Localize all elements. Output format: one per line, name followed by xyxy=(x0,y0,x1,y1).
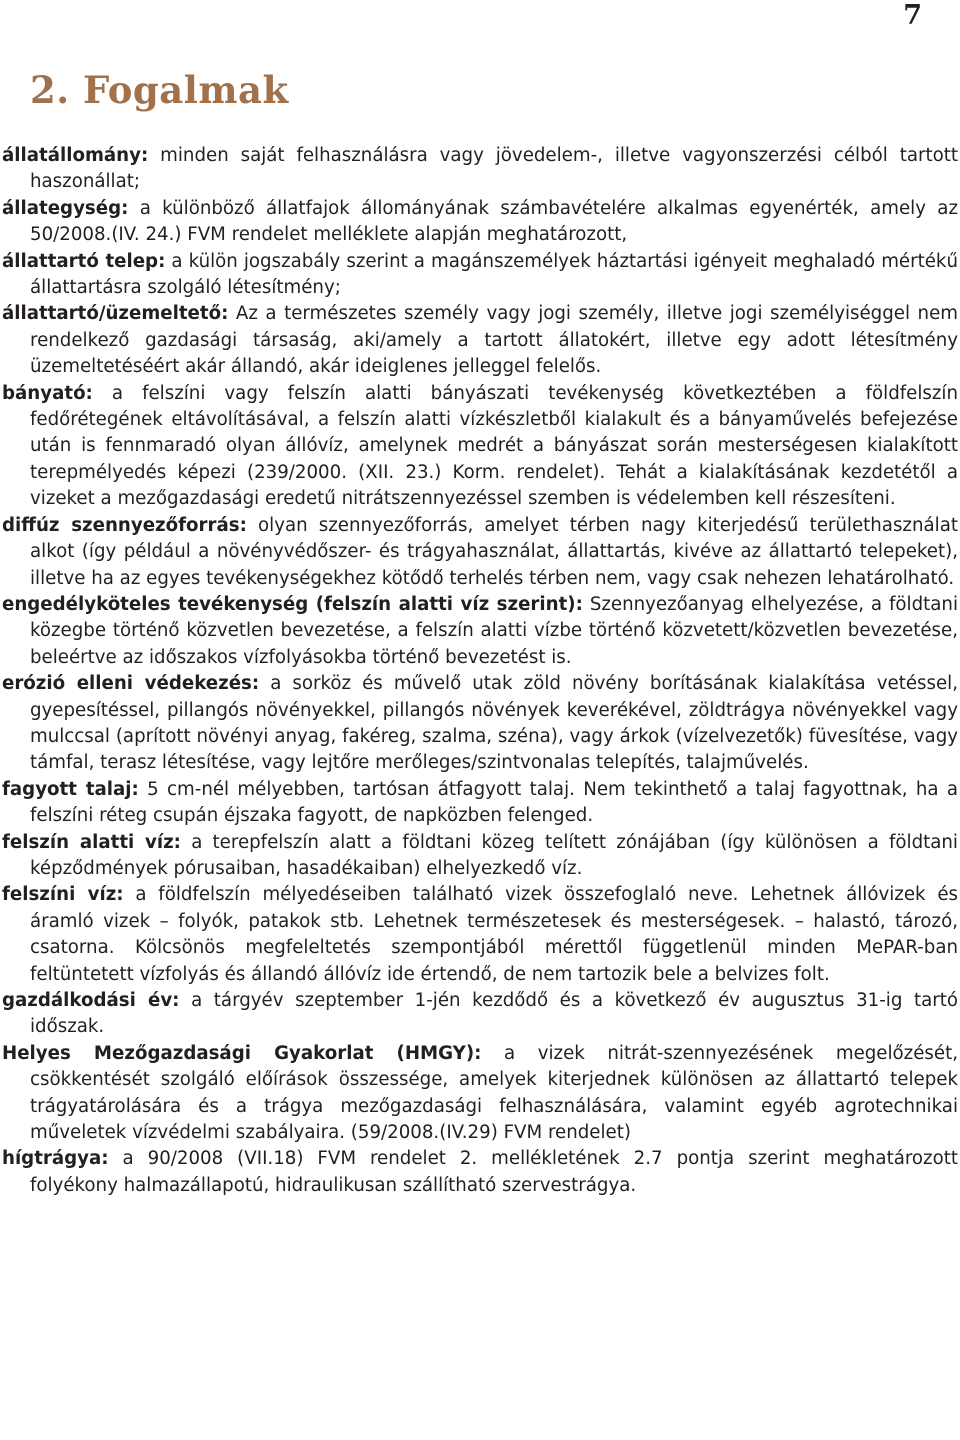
definition-entry xyxy=(2,513,958,592)
definition-entry xyxy=(2,196,958,249)
definition-term: diffúz szennyezőforrás: xyxy=(2,514,247,536)
definition-entry xyxy=(2,830,958,883)
definition-term: állattartó/üzemeltető: xyxy=(2,303,229,325)
definition-entry xyxy=(2,381,958,513)
definition-text: a sorköz és művelő utak zöld növény borításának kialakítása vetéssel, gyepesítéssel, pillangós növényekkel, pillangós növények keverékével, zöldtrágya növényekkel vagy mulccsal (aprított növényi anyag, fakéreg, szalma, széna), vagy árkok (vízelvezetők) füvesítése, vagy támfal, terasz létesítése, vagy lejtőre merőleges/szintvonalas telepítés, talajművelés. xyxy=(30,673,958,774)
definition-term: hígtrágya: xyxy=(2,1148,109,1170)
definition-text: 5 cm-nél mélyebben, tartósan átfagyott talaj. Nem tekinthető a talaj fagyottnak, ha a felszíni réteg csupán éjszaka fagyott, de napközben felenged. xyxy=(30,778,958,827)
definition-text: minden saját felhasználásra vagy jövedelem-, illetve vagyonszerzési célból tartott haszonállat; xyxy=(30,145,958,193)
definition-text: a tárgyév szeptember 1-jén kezdődő és a következő év augusztus 31-ig tartó időszak. xyxy=(30,990,958,1038)
definition-text: a különböző állatfajok állományának számbavételére alkalmas egyenérték, amely az 50/2008.(IV. 24.) FVM rendelet melléklete alapján meghatározott, xyxy=(30,197,958,246)
section-title: 2. Fogalmak xyxy=(30,68,289,112)
definition-term: engedélyköteles tevékenység (felszín alatti víz szerint): xyxy=(2,593,583,615)
definition-term: állategység: xyxy=(2,197,129,219)
definition-text: olyan szennyezőforrás, amelyet térben nagy kiterjedésű területhasználat alkot (így például a növényvédőszer- és trágyahasználat, állattartás, kivéve az állattartó telepeket), illetve ha az egyes tevékenységekhez kötődő terhelés térben nem, vagy csak nehezen lehatárolható. xyxy=(30,514,958,589)
definition-text: a felszíni vagy felszín alatti bányászati tevékenység következtében a földfelszín fedőrétegének eltávolításával, a felszín alatti vízkészletből kialakult és a bányaművelés befejezése után is fennmaradó olyan állóvíz, amelynek medrét a bányászat során mesterségesen kialakított terepmélyedés képezi (239/2000. (XII. 23.) Korm. rendelet). Tehát a kialakításának kezdetétől a vizeket a mezőgazdasági eredetű nitrátszennyezéssel szemben is védelemben kell részesíteni. xyxy=(30,382,958,510)
definition-term: állatállomány: xyxy=(2,145,149,166)
definition-term: állattartó telep: xyxy=(2,250,166,272)
definition-entry xyxy=(2,301,958,380)
definition-text: a külön jogszabály szerint a magánszemélyek háztartási igényeit meghaladó mértékű állattartásra szolgáló létesítmény; xyxy=(30,250,958,299)
definition-text: Az a természetes személy vagy jogi személy, illetve jogi személyiséggel nem rendelkező gazdasági társaság, aki/amely a tartott állatokért, illetve egy adott létesítmény üzemeltetéséért akár állandó, akár ideiglenes jelleggel felelős. xyxy=(30,303,958,378)
definition-entry xyxy=(2,249,958,302)
definition-term: bányató: xyxy=(2,382,93,404)
definition-entry xyxy=(2,1146,958,1199)
definition-text: a vizek nitrát-szennyezésének megelőzését, csökkentését szolgáló előírások összessége, amelyek kiterjednek különösen az állattartó telepek trágyatárolására és a trágya mezőgazdasági felhasználására, valamint egyéb agrotechnikai műveletek vízvédelmi szabályaira. (59/2008.(IV.29) FVM rendelet) xyxy=(30,1042,958,1144)
definition-entry xyxy=(2,882,958,988)
definition-term: felszín alatti víz: xyxy=(2,831,181,853)
definition-text: a terepfelszín alatt a földtani közeg telített zónájában (így különösen a földtani képződmények pórusaiban, hasadékaiban) elhelyezkedő víz. xyxy=(30,831,958,879)
definition-term: gazdálkodási év: xyxy=(2,990,180,1011)
definition-term: felszíni víz: xyxy=(2,884,124,906)
definition-text: a földfelszín mélyedéseiben található vizek összefoglaló neve. Lehetnek állóvizek és áramló vizek – folyók, patakok stb. Lehetnek természetesek és mesterségesek. – halastó, tározó, csatorna. Kölcsönös megfeleltetés szempontjából mérettől függetlenül minden MePAR-ban feltüntetett vízfolyás és állandó állóvíz ide értendő, de nem tartozik bele a belvizes folt. xyxy=(30,884,958,985)
definition-text: Szennyezőanyag elhelyezése, a földtani közegbe történő közvetlen bevezetése, a felszín alatti vízbe történő közvetett/közvetlen bevezetése, beleértve az időszakos vízfolyásokba történő bevezetést is. xyxy=(30,593,958,668)
definition-entry xyxy=(2,1041,958,1147)
definition-term: erózió elleni védekezés: xyxy=(2,673,260,695)
definition-list xyxy=(2,143,958,1199)
page-number: 7 xyxy=(903,0,922,31)
definition-term: fagyott talaj: xyxy=(2,778,139,800)
definition-text: a 90/2008 (VII.18) FVM rendelet 2. mellékletének 2.7 pontja szerint meghatározott folyékony halmazállapotú, hidraulikusan szállítható szervestrágya. xyxy=(30,1148,958,1196)
definition-entry xyxy=(2,988,958,1041)
definition-entry xyxy=(2,143,958,196)
definition-term: Helyes Mezőgazdasági Gyakorlat (HMGY): xyxy=(2,1042,482,1064)
definition-entry xyxy=(2,671,958,777)
definition-entry xyxy=(2,592,958,671)
definition-entry xyxy=(2,777,958,830)
